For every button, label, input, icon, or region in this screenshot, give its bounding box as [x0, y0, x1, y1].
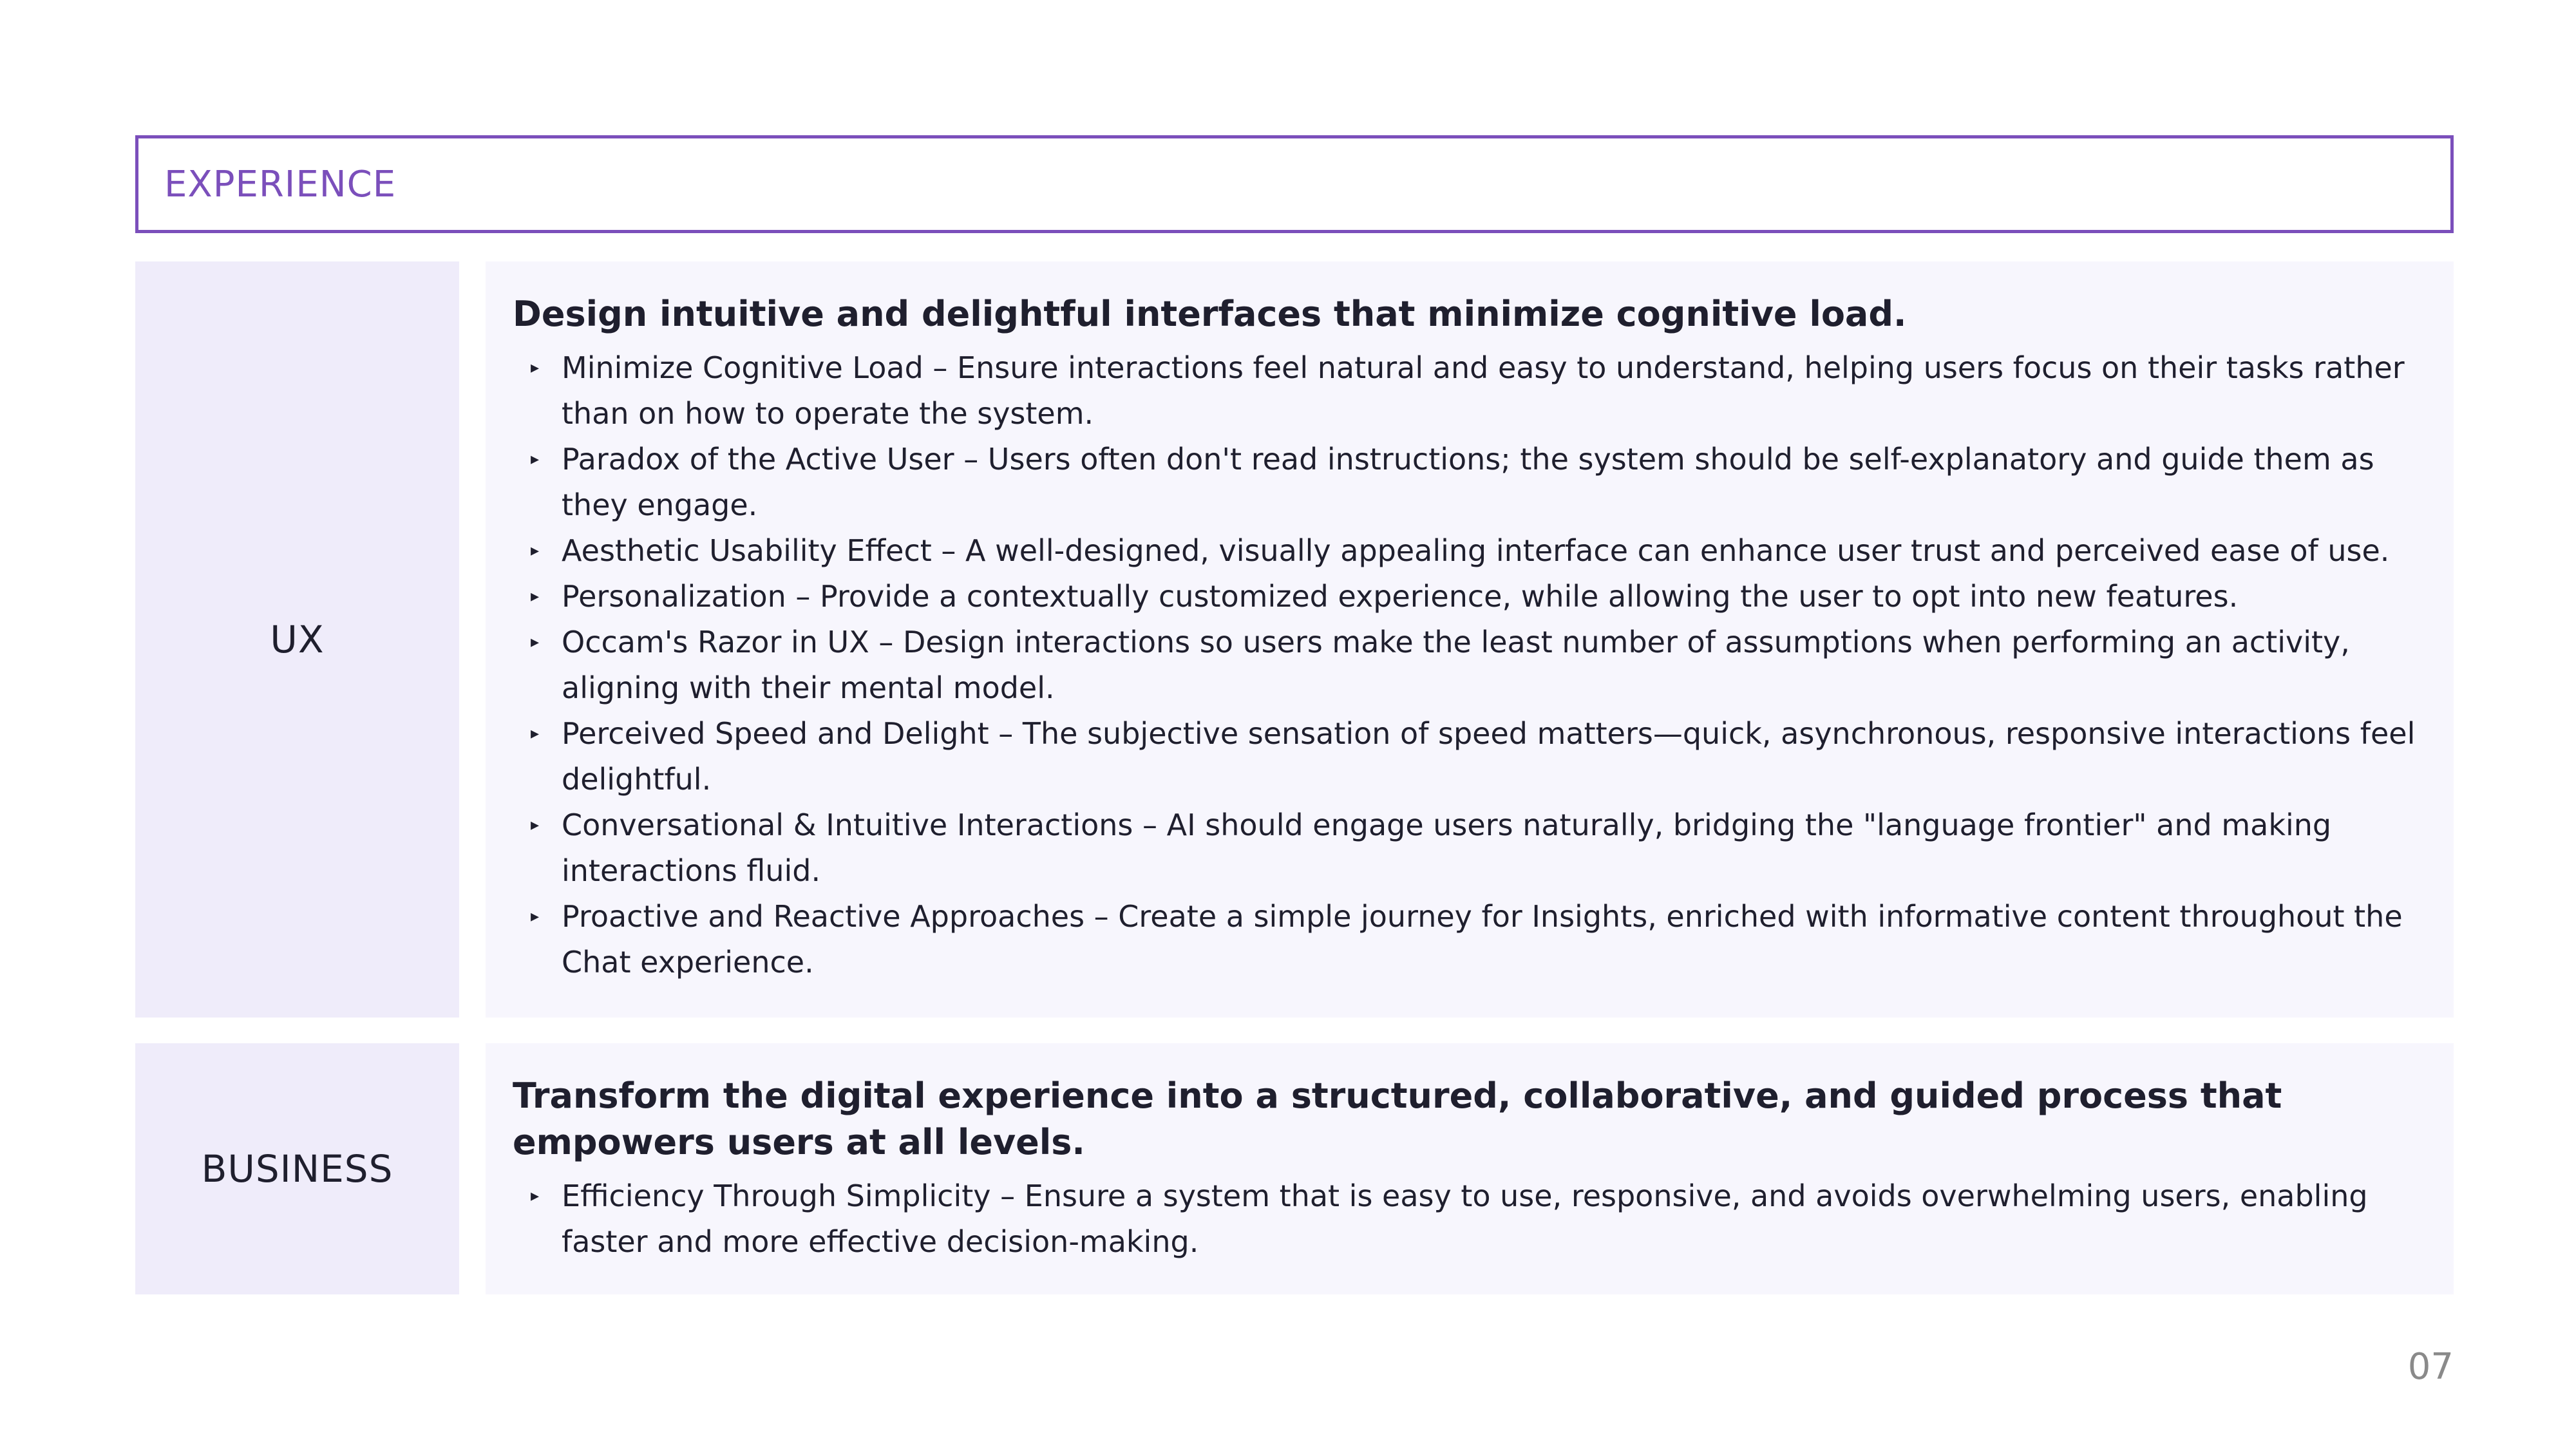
bullet-text: Occam's Razor in UX – Design interactions so users make the least number of assumptions when performing an activity, aligning with their mental model.	[562, 625, 2350, 705]
bullet-item	[513, 437, 2421, 528]
business-bullet-list	[513, 1173, 2421, 1265]
bullet-text: Aesthetic Usability Effect – A well-designed, visually appealing interface can enhance user trust and perceived ease of use.	[562, 533, 2390, 568]
bullet-text: Minimize Cognitive Load – Ensure interactions feel natural and easy to understand, helping users focus on their tasks rather than on how to operate the system.	[562, 350, 2405, 431]
triangle-bullet-icon: ▸	[531, 587, 540, 606]
bullet-item	[513, 711, 2421, 802]
bullet-item	[513, 528, 2421, 574]
business-content	[486, 1043, 2454, 1294]
bullet-item	[513, 345, 2421, 437]
triangle-bullet-icon: ▸	[531, 907, 540, 926]
bullet-text: Conversational & Intuitive Interactions – AI should engage users naturally, bridging the "language frontier" and making interactions fluid.	[562, 808, 2332, 888]
ux-row	[135, 261, 2454, 1018]
bullet-text: Paradox of the Active User – Users often don't read instructions; the system should be self-explanatory and guide them as they engage.	[562, 442, 2374, 522]
page-number: 07	[2407, 1346, 2454, 1388]
triangle-bullet-icon: ▸	[531, 1186, 540, 1206]
ux-content	[486, 261, 2454, 1018]
bullet-item	[513, 574, 2421, 620]
bullet-item	[513, 802, 2421, 894]
triangle-bullet-icon: ▸	[531, 724, 540, 743]
bullet-text: Perceived Speed and Delight – The subjective sensation of speed matters—quick, asynchronous, responsive interactions feel delightful.	[562, 716, 2416, 797]
triangle-bullet-icon: ▸	[531, 358, 540, 377]
triangle-bullet-icon: ▸	[531, 450, 540, 469]
section-title: EXPERIENCE	[164, 163, 397, 205]
bullet-item	[513, 620, 2421, 711]
bullet-text: Efficiency Through Simplicity – Ensure a system that is easy to use, responsive, and avoids overwhelming users, enabling faster and more effective decision-making.	[562, 1179, 2368, 1259]
triangle-bullet-icon: ▸	[531, 541, 540, 560]
triangle-bullet-icon: ▸	[531, 632, 540, 652]
business-row	[135, 1043, 2454, 1294]
business-label-cell	[135, 1043, 459, 1294]
ux-headline: Design intuitive and delightful interfaces that minimize cognitive load.	[513, 294, 1907, 334]
bullet-item	[513, 894, 2421, 985]
business-label: BUSINESS	[201, 1147, 393, 1191]
business-headline: Transform the digital experience into a structured, collaborative, and guided process that empowers users at all levels.	[513, 1075, 2282, 1162]
bullet-text: Proactive and Reactive Approaches – Create a simple journey for Insights, enriched with informative content throughout the Chat experience.	[562, 899, 2403, 980]
triangle-bullet-icon: ▸	[531, 815, 540, 835]
bullet-item	[513, 1173, 2421, 1265]
ux-label-cell	[135, 261, 459, 1018]
section-header	[135, 135, 2454, 233]
bullet-text: Personalization – Provide a contextually customized experience, while allowing the user to opt into new features.	[562, 579, 2239, 614]
ux-bullet-list	[513, 345, 2421, 985]
ux-label: UX	[270, 618, 325, 661]
